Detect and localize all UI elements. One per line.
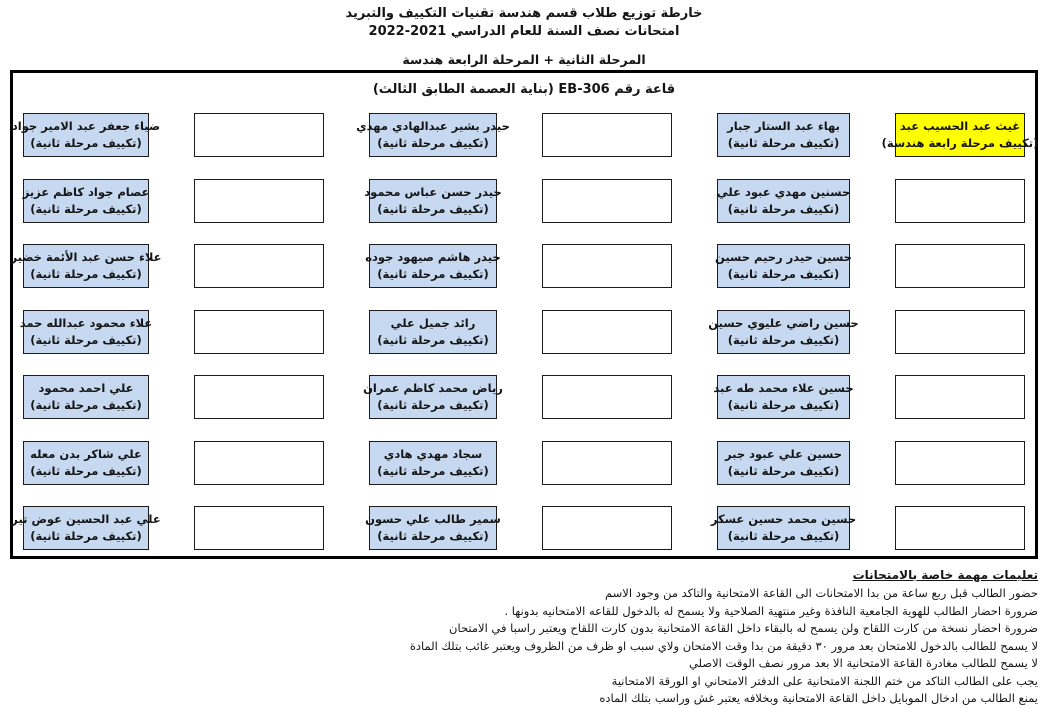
student-stage: (تكييف مرحلة ثانية) <box>727 201 840 216</box>
seat-cell-empty <box>542 113 672 157</box>
instruction-line: حضور الطالب قبل ربع ساعة من بدا الامتحانات الى القاعة الامتحانية والتاكد من وجود الاسم <box>605 586 1038 600</box>
seat-cell-empty <box>194 506 324 550</box>
student-stage: (تكييف مرحلة ثانية) <box>377 529 489 543</box>
student-name: علي شاكر بدن معله <box>30 446 142 461</box>
seat-cell-empty <box>194 113 324 157</box>
document-subtitle-stages: المرحلة الثانية + المرحلة الرابعة هندسة <box>402 52 646 67</box>
student-stage: (تكييف مرحلة ثانية) <box>30 201 142 216</box>
seat-row <box>23 441 1025 485</box>
student-stage: (تكييف مرحلة ثانية) <box>377 398 489 412</box>
seat-cell-empty <box>895 244 1025 288</box>
seat-cell-occupied <box>710 506 857 550</box>
seat-cell-occupied <box>363 375 503 419</box>
seat-cell-empty <box>542 506 672 550</box>
instruction-line: ضرورة احضار نسخة من كارت اللقاح ولن يسمح له بالبقاء داخل القاعة الامتحانية بدون كارت اللقاح ويعتبر راسبا في الامتحان <box>449 621 1038 635</box>
seat-row <box>23 375 1025 419</box>
student-stage: (تكييف مرحلة ثانية) <box>727 398 840 412</box>
seat-cell-empty <box>895 179 1025 223</box>
student-name: حسين علاء محمد طه عبد <box>713 381 854 396</box>
document-subtitle-exam-period: امتحانات نصف السنة للعام الدراسي 2021-2022 <box>368 24 680 39</box>
seat-cell-empty <box>895 310 1025 354</box>
student-stage: (تكييف مرحلة ثانية) <box>727 267 840 281</box>
seat-cell-occupied <box>23 441 149 485</box>
seat-cell-occupied <box>717 179 850 223</box>
student-stage: (تكييف مرحلة ثانية) <box>727 463 840 478</box>
document-title: خارطة توزيع طلاب قسم هندسة تقنيات التكييف والتبريد <box>345 6 703 21</box>
seat-cell-occupied <box>23 179 149 223</box>
seat-cell-empty <box>542 179 672 223</box>
student-name: حيدر بشير عبدالهادي مهدي <box>356 119 510 134</box>
student-stage: (تكييف مرحلة رابعة هندسة) <box>881 136 1039 150</box>
student-name: بهاء عبد الستار جبار <box>727 119 840 134</box>
student-stage: (تكييف مرحلة ثانية) <box>30 463 142 478</box>
hall-title: قاعة رقم EB-306 (بناية العصمة الطابق الثالث) <box>372 82 676 97</box>
seat-cell-empty <box>542 375 672 419</box>
instruction-line: لا يسمح للطالب مغادرة القاعة الامتحانية الا بعد مرور نصف الوقت الاصلي <box>688 656 1038 670</box>
seat-cell-occupied <box>19 310 153 354</box>
student-stage: (تكييف مرحلة ثانية) <box>377 332 489 347</box>
seat-cell-occupied <box>717 113 850 157</box>
seat-row <box>19 310 1025 354</box>
seat-cell-occupied <box>365 506 501 550</box>
student-name: حيدر هاشم صيهود جوده <box>365 250 501 265</box>
seat-cell-occupied <box>11 506 161 550</box>
student-name: سجاد مهدي هادي <box>383 446 483 461</box>
seat-cell-empty <box>895 375 1025 419</box>
student-name: حسين محمد حسين عسكر <box>710 512 857 527</box>
student-name: حسنين مهدي عبود علي <box>716 184 851 199</box>
seat-cell-occupied <box>708 310 859 354</box>
student-name: علي احمد محمود <box>38 381 134 396</box>
exam-instructions <box>10 564 1038 708</box>
seat-row <box>11 506 1025 550</box>
seating-chart <box>10 70 1038 559</box>
seat-row <box>23 179 1025 223</box>
student-name: حسين علي عبود جبر <box>724 446 843 461</box>
student-name: علاء حسن عبد الأئمة خضير <box>10 250 162 265</box>
seat-cell-empty <box>542 310 672 354</box>
seat-cell-occupied <box>364 179 502 223</box>
seat-cell-empty <box>895 441 1025 485</box>
student-name: عصام جواد كاظم عزيز <box>22 184 150 199</box>
seat-cell-empty <box>194 244 324 288</box>
seat-cell-occupied <box>11 113 161 157</box>
student-name: رياض محمد كاظم عمران <box>363 381 503 396</box>
student-stage: (تكييف مرحلة ثانية) <box>727 332 840 347</box>
student-stage: (تكييف مرحلة ثانية) <box>377 463 489 478</box>
student-name: حسين راضي عليوي حسين <box>708 315 859 330</box>
seat-cell-occupied <box>356 113 510 157</box>
student-name: ضياء جعفر عبد الامير جواد <box>11 119 161 134</box>
seat-cell-reserved <box>881 113 1039 157</box>
student-stage: (تكييف مرحلة ثانية) <box>727 136 840 150</box>
student-stage: (تكييف مرحلة ثانية) <box>30 136 142 150</box>
student-name: علي عبد الحسين عوض تير <box>11 512 161 527</box>
student-stage: (تكييف مرحلة ثانية) <box>727 529 840 543</box>
student-stage: (تكييف مرحلة ثانية) <box>30 332 142 347</box>
seat-cell-empty <box>542 244 672 288</box>
student-name: غيث عبد الحسيب عبد <box>899 119 1021 134</box>
seat-cell-occupied <box>717 244 850 288</box>
instruction-line: ضرورة احضار الطالب للهوية الجامعية النافذة وغير منتهية الصلاحية ولا يسمح له بالدخول للقاعه الامتحانيه بدونها . <box>504 603 1038 618</box>
instruction-line: يجب على الطالب التاكد من ختم اللجنة الامتحانية على الدفتر الامتحاني او الورقة الامتحانية <box>611 673 1038 688</box>
student-stage: (تكييف مرحلة ثانية) <box>30 529 142 543</box>
student-stage: (تكييف مرحلة ثانية) <box>377 136 489 150</box>
student-name: حسين حيدر رحيم حسين <box>715 250 852 265</box>
seat-cell-occupied <box>369 310 497 354</box>
instruction-line: يمنع الطالب من ادخال الموبايل داخل القاعة الامتحانية وبخلافه يعتبر غش وراسب بتلك الماده <box>599 691 1038 705</box>
seat-cell-empty <box>194 375 324 419</box>
student-stage: (تكييف مرحلة ثانية) <box>377 267 489 281</box>
student-stage: (تكييف مرحلة ثانية) <box>377 201 489 216</box>
student-name: حيدر حسن عباس محمود <box>364 184 502 199</box>
instruction-line: لا يسمح للطالب بالدخول للامتحان بعد مرور ٣٠ دقيقة من بدا وقت الامتحان ولاي سبب او ظرف من الظروف ويعتبر غائب بتلك المادة <box>409 638 1038 653</box>
seat-cell-occupied <box>10 244 162 288</box>
student-name: رائد جميل علي <box>390 315 476 330</box>
seat-cell-empty <box>895 506 1025 550</box>
document-header <box>0 6 1048 67</box>
seat-cell-empty <box>194 441 324 485</box>
student-name: سمير طالب علي حسون <box>365 512 501 527</box>
seat-cell-empty <box>194 310 324 354</box>
seat-cell-occupied <box>365 244 501 288</box>
instructions-heading: تعليمات مهمة خاصة بالامتحانات <box>852 568 1038 582</box>
seat-cell-occupied <box>713 375 854 419</box>
seat-grid <box>10 113 1039 572</box>
seat-row <box>10 244 1025 288</box>
seat-cell-occupied <box>23 375 149 419</box>
seat-row <box>11 113 1039 157</box>
seat-cell-empty <box>194 179 324 223</box>
student-stage: (تكييف مرحلة ثانية) <box>30 398 142 412</box>
seat-cell-empty <box>542 441 672 485</box>
seat-cell-occupied <box>369 441 497 485</box>
student-name: علاء محمود عبدالله حمد <box>19 315 153 330</box>
student-stage: (تكييف مرحلة ثانية) <box>30 267 142 281</box>
seat-cell-occupied <box>717 441 850 485</box>
